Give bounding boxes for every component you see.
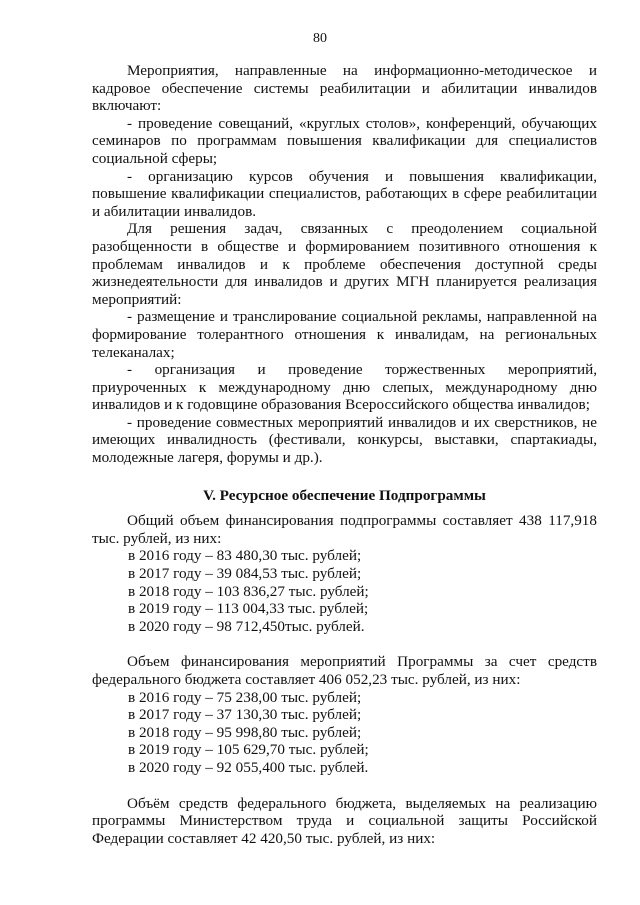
federal-funding-year-line: в 2020 году – 92 055,400 тыс. рублей. — [128, 758, 369, 776]
federal-funding-intro: Объем финансирования мероприятий Программы за счет средств федерального бюджета составляет 406 052,23 тыс. рублей, из них: — [92, 653, 597, 688]
ministry-funding-intro: Объём средств федерального бюджета, выделяемых на реализацию программы Министерством труда и социальной защиты Российской Федерации составляет 42 420,50 тыс. рублей, из них: — [92, 794, 597, 847]
total-funding-year-line: в 2017 году – 39 084,53 тыс. рублей; — [128, 565, 362, 583]
page-content — [92, 62, 597, 847]
total-funding-intro: Общий объем финансирования подпрограммы составляет 438 117,918 тыс. рублей, из них: — [92, 512, 597, 547]
spacer — [92, 635, 597, 653]
list-item-social-advertising: - размещение и транслирование социальной рекламы, направленной на формирование толерантного отношения к инвалидам, на региональных телеканалах; — [92, 308, 597, 361]
list-item-meetings: - проведение совещаний, «круглых столов», конференций, обучающих семинаров по программам повышения квалификации для специалистов социальной сферы; — [92, 114, 597, 167]
page-number: 80 — [313, 31, 327, 46]
paragraph-social-tasks: Для решения задач, связанных с преодолением социальной разобщенности в обществе и формированием позитивного отношения к проблемам инвалидов и к проблеме обеспечения доступной среды жизнедеятельности для инвалидов и других МГН планируется реализация мероприятий: — [92, 220, 597, 308]
spacer — [92, 777, 597, 795]
federal-funding-year-line: в 2017 году – 37 130,30 тыс. рублей; — [128, 706, 362, 724]
total-funding-year-line: в 2018 году – 103 836,27 тыс. рублей; — [128, 582, 369, 600]
total-funding-year-line: в 2019 году – 113 004,33 тыс. рублей; — [128, 600, 369, 618]
total-funding-year-line: в 2016 году – 83 480,30 тыс. рублей; — [128, 547, 362, 565]
paragraph-methodical-measures: Мероприятия, направленные на информационно-методическое и кадровое обеспечение системы реабилитации и абилитации инвалидов включают: — [92, 62, 597, 115]
section-title: V. Ресурсное обеспечение Подпрограммы — [203, 486, 486, 504]
federal-funding-year-line: в 2019 году – 105 629,70 тыс. рублей; — [128, 741, 369, 759]
list-item-solemn-events: - организация и проведение торжественных мероприятий, приуроченных к международному дню слепых, международному дню инвалидов и к годовщине образования Всероссийского общества инвалидов; — [92, 361, 597, 414]
federal-funding-year-line: в 2018 году – 95 998,80 тыс. рублей; — [128, 723, 362, 741]
list-item-joint-events: - проведение совместных мероприятий инвалидов и их сверстников, не имеющих инвалидность (фестивали, конкурсы, выставки, спартакиады, молодежные лагеря, форумы и др.). — [92, 413, 597, 467]
federal-funding-year-line: в 2016 году – 75 238,00 тыс. рублей; — [128, 688, 362, 706]
list-item-training-courses: - организацию курсов обучения и повышения квалификации, повышение квалификации специалистов, работающих в сфере реабилитации и абилитации инвалидов. — [92, 167, 597, 220]
total-funding-year-line: в 2020 году – 98 712,450тыс. рублей. — [128, 617, 365, 635]
